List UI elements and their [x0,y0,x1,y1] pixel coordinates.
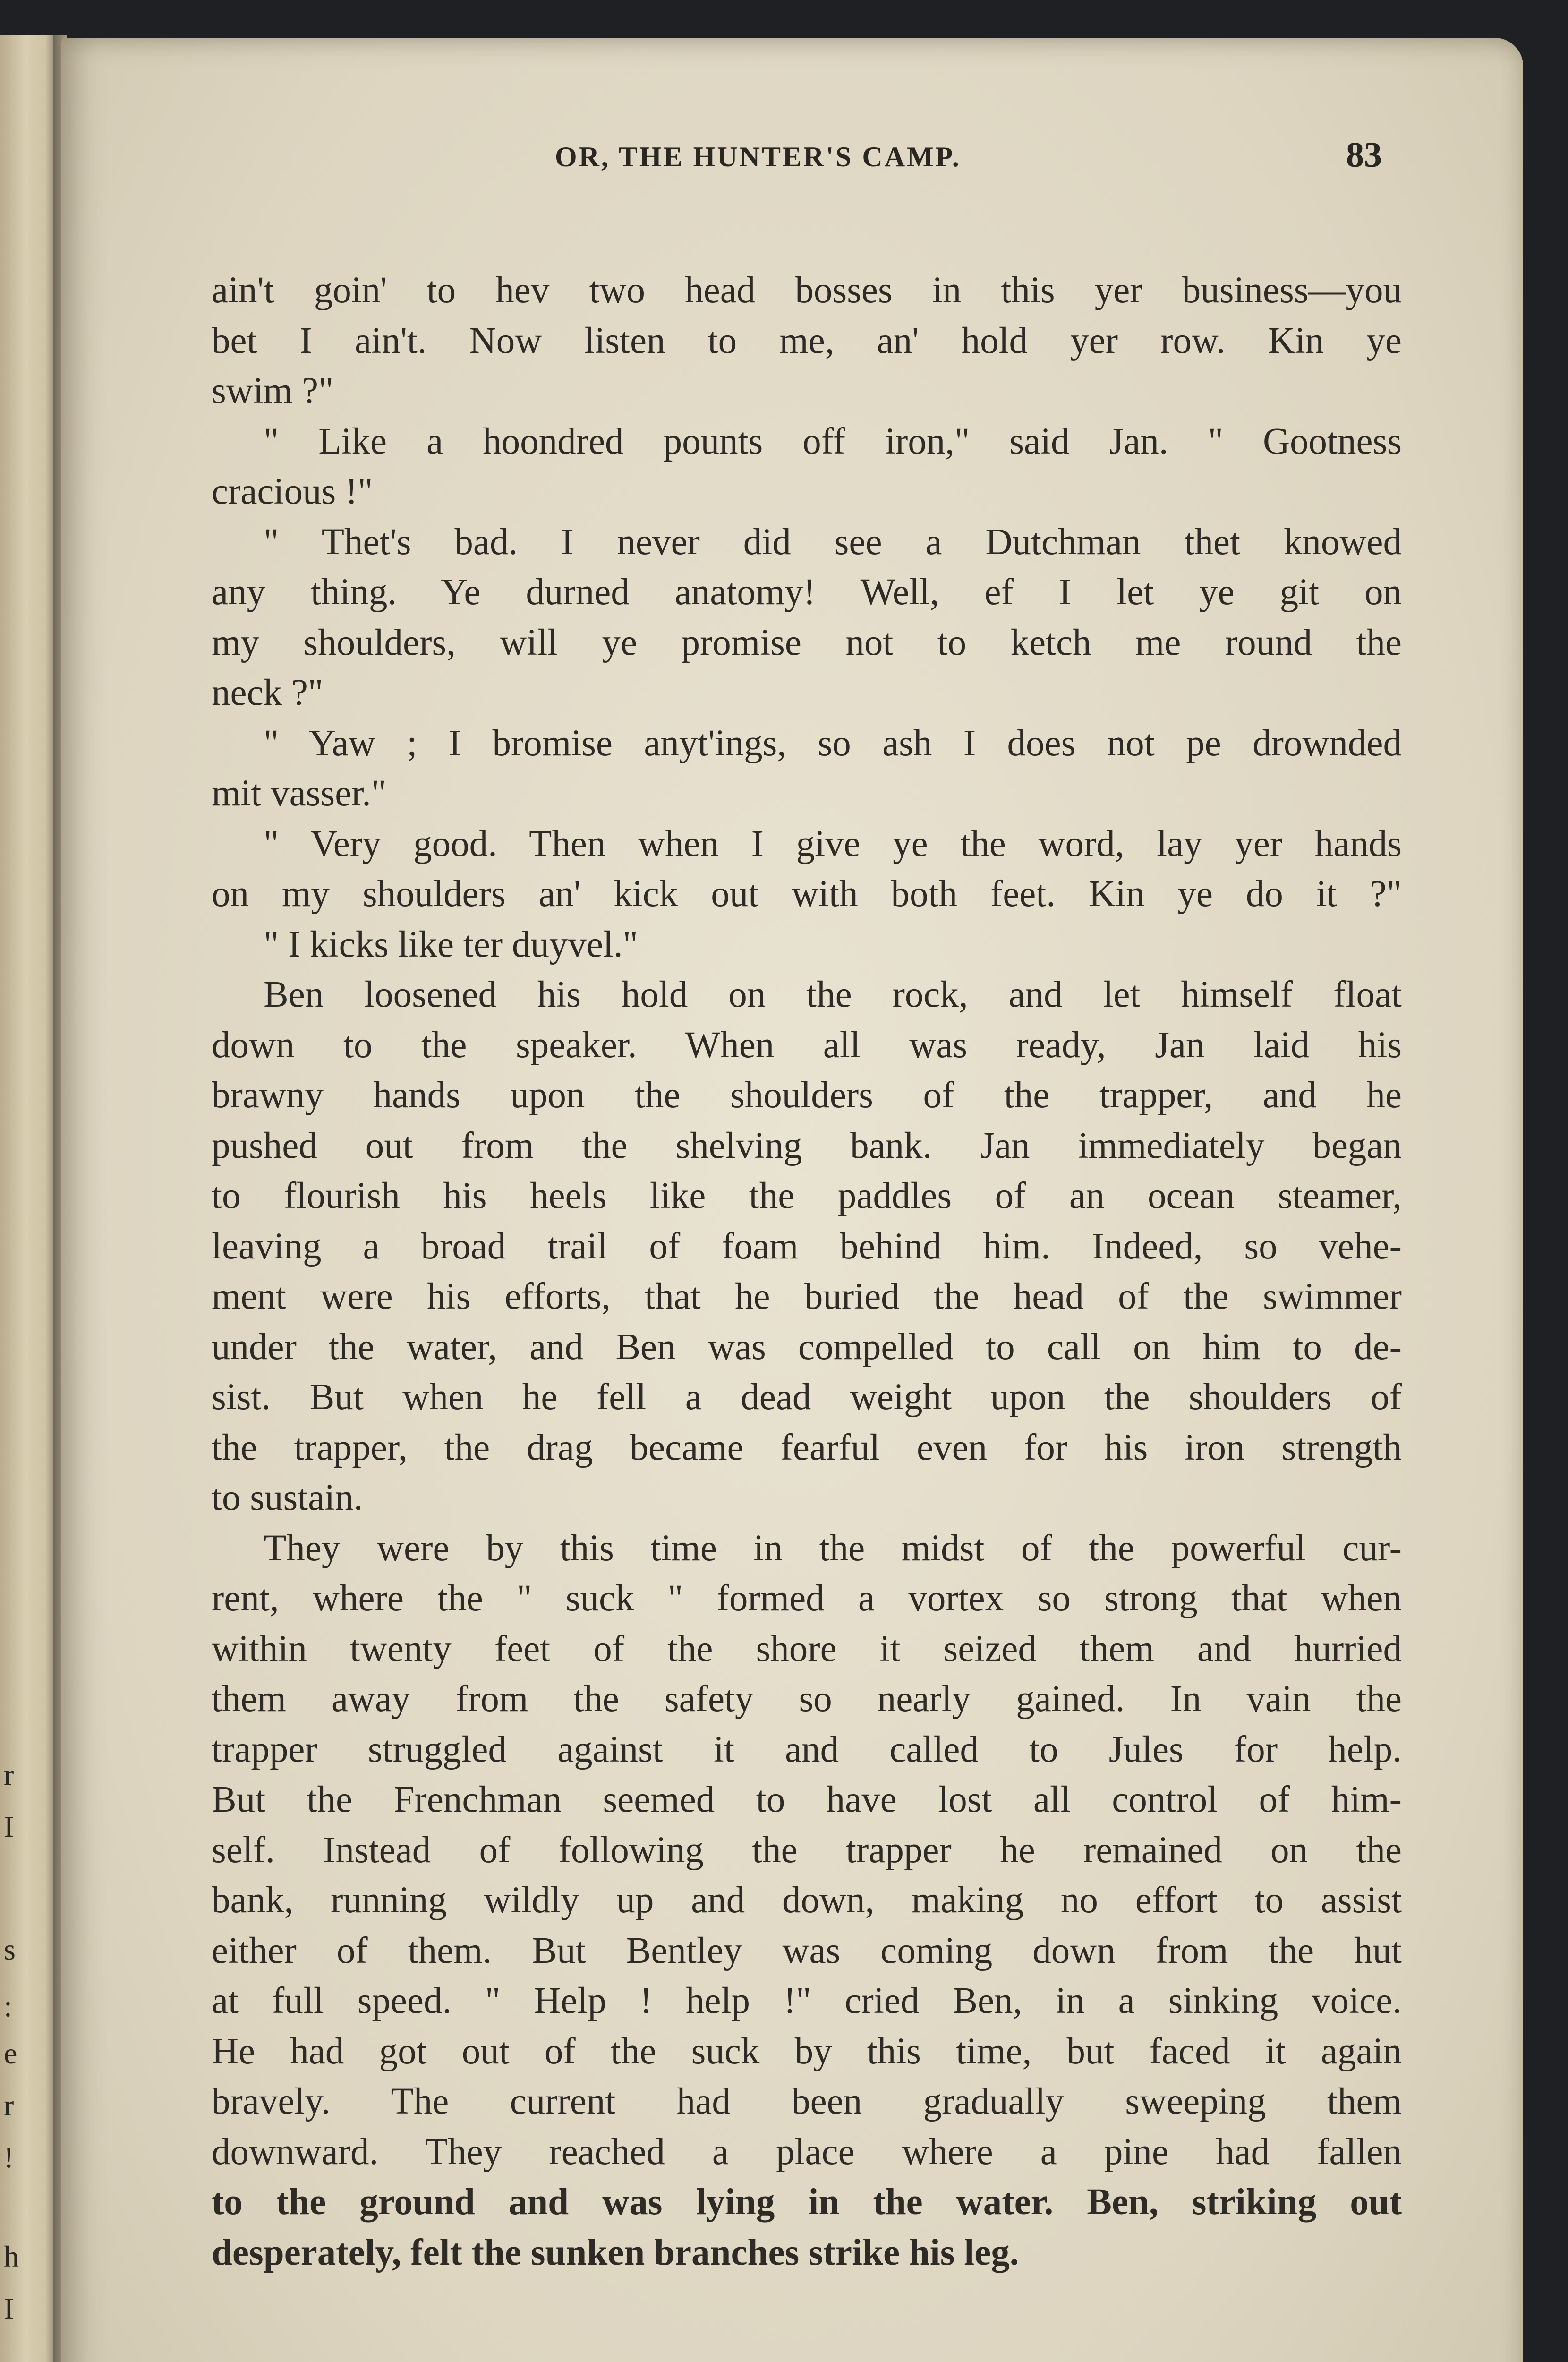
text-line: bet I ain't. Now listen to me, an' hold yer row. Kin ye [212,320,1402,361]
facing-page-fragment: s [4,1933,16,1966]
text-line: neck ?" [212,672,324,713]
text-line: rent, where the " suck " formed a vortex so strong that when [212,1578,1402,1619]
text-line: to sustain. [212,1477,363,1518]
text-line: desperately, felt the sunken branches strike his leg. [212,2232,1019,2273]
facing-page-fragment: I [4,1810,14,1843]
text-line: them away from the safety so nearly gained. In vain the [212,1678,1402,1720]
facing-page-fragment: : [4,1989,12,2023]
text-line: " I kicks like ter duyvel." [264,924,638,965]
text-line: cracious !" [212,471,373,512]
text-line: They were by this time in the midst of the powerful cur- [264,1527,1402,1569]
text-line: bank, running wildly up and down, making no effort to assist [212,1880,1402,1921]
text-line: on my shoulders an' kick out with both feet. Kin ye do it ?" [212,873,1402,915]
text-line: within twenty feet of the shore it seized them and hurried [212,1628,1402,1669]
text-line: brawny hands upon the shoulders of the trapper, and he [212,1075,1402,1116]
facing-page-edge [0,35,57,2362]
text-line: down to the speaker. When all was ready, Jan laid his [212,1024,1402,1066]
body-text [212,265,1402,2278]
text-line: leaving a broad trail of foam behind him. Indeed, so vehe- [212,1225,1402,1267]
text-line: ain't goin' to hev two head bosses in this yer business—you [212,270,1402,311]
text-line: at full speed. " Help ! help !" cried Ben, in a sinking voice. [212,1980,1402,2021]
text-line: self. Instead of following the trapper he remained on the [212,1829,1402,1871]
text-line: But the Frenchman seemed to have lost all control of him- [212,1779,1402,1820]
text-line: " Like a hoondred pounts off iron," said Jan. " Gootness [264,420,1402,462]
text-line: to flourish his heels like the paddles of an ocean steamer, [212,1175,1402,1216]
facing-page-fragment: I [4,2292,14,2325]
facing-page-fragment: h [4,2240,19,2273]
page-number: 83 [1346,135,1382,175]
text-line: any thing. Ye durned anatomy! Well, ef I let ye git on [212,572,1402,613]
text-line: my shoulders, will ye promise not to ketch me round the [212,622,1402,663]
text-line: Ben loosened his hold on the rock, and let himself float [264,974,1402,1015]
text-line: under the water, and Ben was compelled to call on him to de- [212,1326,1402,1368]
facing-page-fragment: e [4,2037,17,2070]
text-line: ment were his efforts, that he buried the head of the swimmer [212,1276,1402,1317]
text-line: mit vasser." [212,773,387,814]
text-line: to the ground and was lying in the water. Ben, striking out [212,2182,1402,2223]
text-line: bravely. The current had been gradually sweeping them [212,2081,1402,2122]
running-head: OR, THE HUNTER'S CAMP. [555,141,961,172]
text-line: " Thet's bad. I never did see a Dutchman thet knowed [264,521,1402,563]
facing-page-fragment: r [4,2088,14,2122]
text-line: " Very good. Then when I give ye the word, lay yer hands [264,823,1402,864]
text-line: trapper struggled against it and called to Jules for help. [212,1729,1402,1770]
text-line: He had got out of the suck by this time, but faced it again [212,2030,1402,2072]
text-line: pushed out from the shelving bank. Jan immediately began [212,1125,1402,1166]
text-line: swim ?" [212,370,334,411]
facing-page-fragment: r [4,1758,14,1791]
book-page [61,38,1523,2362]
text-line: sist. But when he fell a dead weight upon the shoulders of [212,1377,1402,1418]
facing-page-fragment: ! [4,2140,14,2174]
text-line: either of them. But Bentley was coming down from the hut [212,1930,1402,1971]
text-line: " Yaw ; I bromise anyt'ings, so ash I does not pe drownded [264,722,1402,764]
text-line: downward. They reached a place where a pine had fallen [212,2131,1402,2173]
text-line: the trapper, the drag became fearful even for his iron strength [212,1427,1402,1468]
